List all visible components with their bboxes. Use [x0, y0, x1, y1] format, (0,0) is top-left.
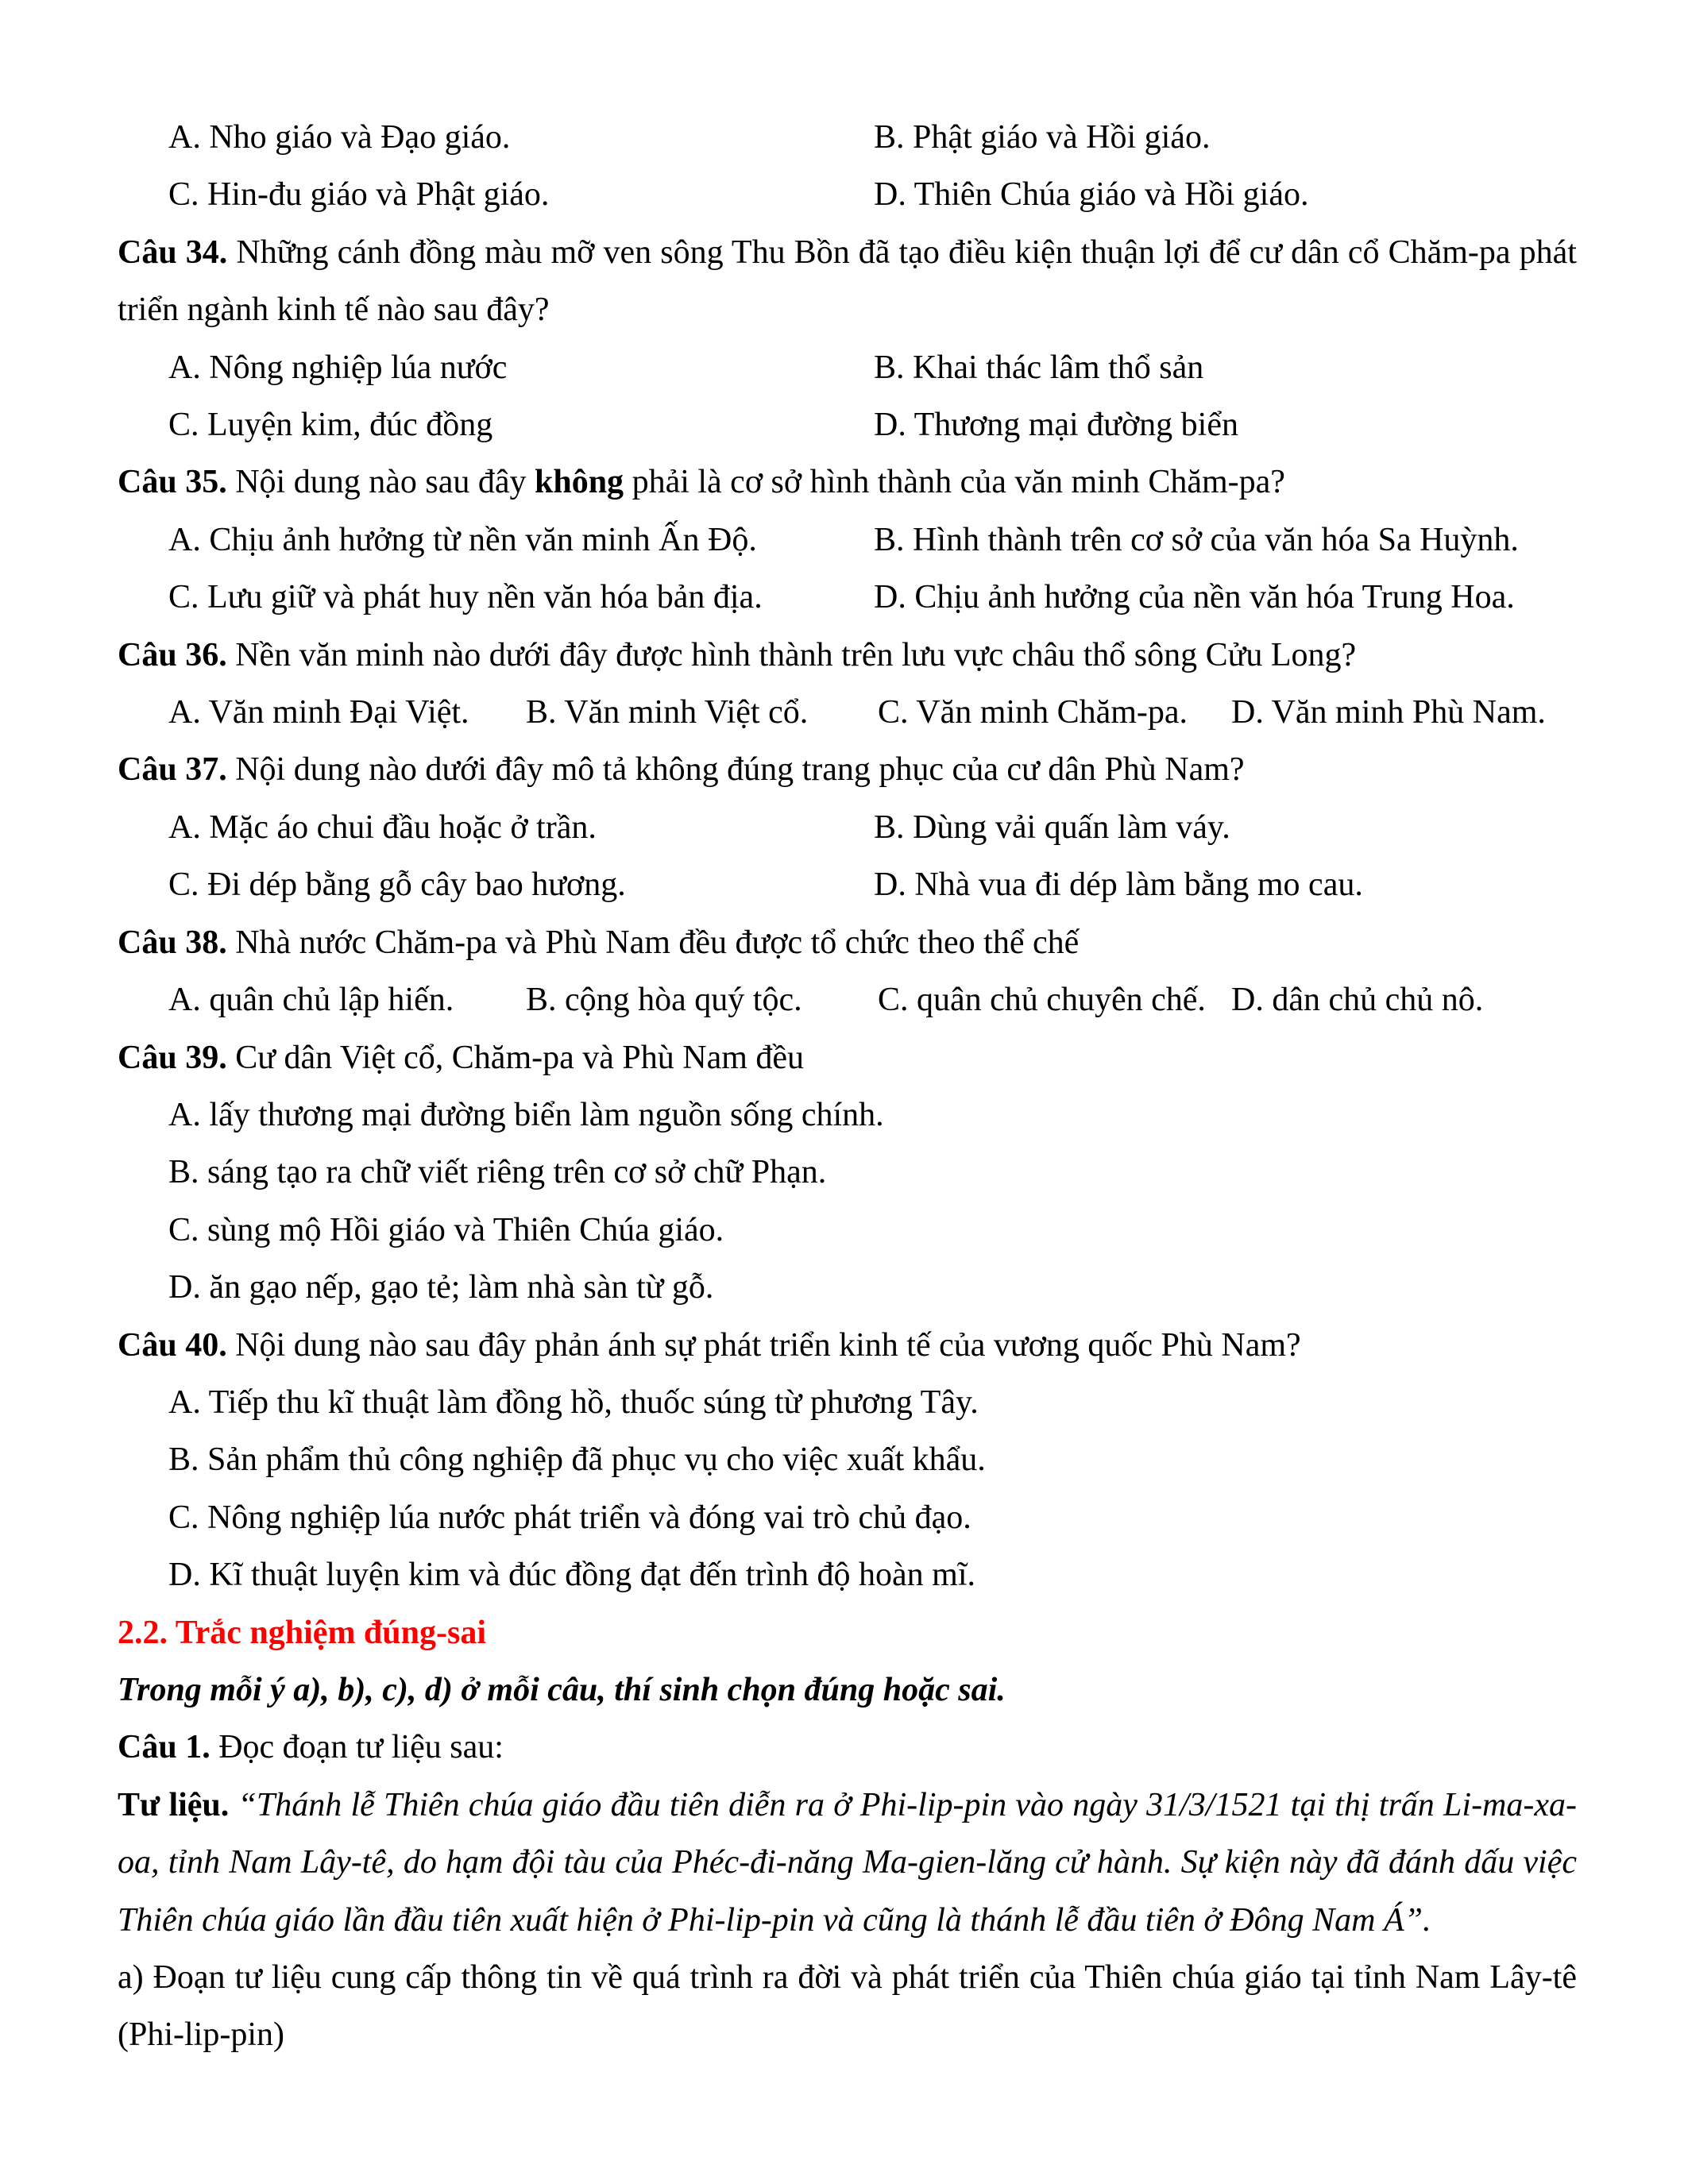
question-36-options-row — [118, 684, 1577, 741]
question-34-option-d: D. Thương mại đường biển — [874, 407, 1238, 444]
question-1 — [118, 1719, 1577, 1776]
question-40-option-a: A. Tiếp thu kĩ thuật làm đồng hồ, thuốc súng từ phương Tây. — [168, 1383, 979, 1421]
question-35-options-row-2 — [118, 569, 1577, 626]
question-37-option-d: D. Nhà vua đi dép làm bằng mo cau. — [874, 866, 1363, 904]
question-39-option-a: A. lấy thương mại đường biển làm nguồn sống chính. — [168, 1096, 884, 1133]
question-36 — [118, 627, 1577, 684]
question-40-option-d: D. Kĩ thuật luyện kim và đúc đồng đạt đến trình độ hoàn mĩ. — [168, 1557, 975, 1594]
question-40-text: Nội dung nào sau đây phản ánh sự phát triển kinh tế của vương quốc Phù Nam? — [226, 1326, 1301, 1364]
question-38 — [118, 914, 1577, 971]
question-40 — [118, 1317, 1577, 1374]
question-37 — [118, 741, 1577, 798]
question-34 — [118, 224, 1577, 339]
prev-question-option-b: B. Phật giáo và Hồi giáo. — [874, 119, 1211, 156]
question-38-option-d: D. dân chủ chủ nô. — [1231, 982, 1484, 1019]
question-36-option-c: C. Văn minh Chăm-pa. — [878, 694, 1188, 731]
question-39-option-c: C. sùng mộ Hồi giáo và Thiên Chúa giáo. — [168, 1211, 724, 1248]
question-40-option-b: B. Sản phẩm thủ công nghiệp đã phục vụ cho việc xuất khẩu. — [168, 1441, 986, 1479]
question-38-options-row — [118, 971, 1577, 1028]
prev-question-options-row-1 — [118, 109, 1577, 166]
question-34-option-b: B. Khai thác lâm thổ sản — [874, 349, 1204, 386]
question-35-text-pre: Nội dung nào sau đây — [226, 464, 535, 501]
question-35-options-row-1 — [118, 511, 1577, 569]
question-39-label: Câu 39. — [118, 1039, 227, 1076]
question-35-option-b: B. Hình thành trên cơ sở của văn hóa Sa Huỳnh. — [874, 521, 1519, 558]
statement-a: a) Đoạn tư liệu cung cấp thông tin về quá trình ra đời và phát triển của Thiên chúa giáo tại tỉnh Nam Lây-tê (Phi-lip-pin) — [118, 1959, 1577, 2054]
prev-question-option-d: D. Thiên Chúa giáo và Hồi giáo. — [874, 176, 1309, 214]
question-36-text: Nền văn minh nào dưới đây được hình thành trên lưu vực châu thổ sông Cửu Long? — [226, 636, 1357, 673]
question-35-option-c: C. Lưu giữ và phát huy nền văn hóa bản địa. — [168, 579, 763, 616]
question-34-option-c: C. Luyện kim, đúc đồng — [168, 407, 493, 444]
question-37-label: Câu 37. — [118, 751, 227, 789]
question-38-label: Câu 38. — [118, 924, 227, 961]
question-35 — [118, 453, 1577, 511]
question-1-text: Đọc đoạn tư liệu sau: — [210, 1729, 504, 1766]
question-37-options-row-1 — [118, 799, 1577, 856]
question-38-option-b: B. cộng hòa quý tộc. — [526, 982, 802, 1019]
question-39-option-d: D. ăn gạo nếp, gạo tẻ; làm nhà sàn từ gỗ. — [168, 1269, 714, 1306]
question-38-text: Nhà nước Chăm-pa và Phù Nam đều được tổ chức theo thể chế — [226, 924, 1080, 961]
question-37-options-row-2 — [118, 856, 1577, 913]
question-38-option-c: C. quân chủ chuyên chế. — [878, 982, 1206, 1019]
source-paragraph — [118, 1777, 1577, 1949]
question-36-label: Câu 36. — [118, 636, 227, 673]
question-39-option-b: B. sáng tạo ra chữ viết riêng trên cơ sở chữ Phạn. — [168, 1154, 827, 1191]
prev-question-options-row-2 — [118, 166, 1577, 223]
question-40-option-c: C. Nông nghiệp lúa nước phát triển và đóng vai trò chủ đạo. — [168, 1499, 971, 1536]
question-34-options-row-2 — [118, 396, 1577, 453]
question-40-label: Câu 40. — [118, 1326, 227, 1364]
question-37-option-b: B. Dùng vải quấn làm váy. — [874, 808, 1230, 846]
question-35-option-d: D. Chịu ảnh hưởng của nền văn hóa Trung Hoa. — [874, 579, 1515, 616]
question-35-label: Câu 35. — [118, 464, 227, 501]
prev-question-option-a: A. Nho giáo và Đạo giáo. — [168, 119, 511, 156]
section-instruction: Trong mỗi ý a), b), c), d) ở mỗi câu, thí sinh chọn đúng hoặc sai. — [118, 1671, 1006, 1708]
question-35-option-a: A. Chịu ảnh hưởng từ nền văn minh Ấn Độ. — [168, 521, 757, 558]
question-37-option-a: A. Mặc áo chui đầu hoặc ở trần. — [168, 808, 597, 846]
question-37-text: Nội dung nào dưới đây mô tả không đúng trang phục của cư dân Phù Nam? — [226, 751, 1245, 789]
question-34-option-a: A. Nông nghiệp lúa nước — [168, 349, 508, 386]
question-38-option-a: A. quân chủ lập hiến. — [168, 982, 454, 1019]
question-34-text: Những cánh đồng màu mỡ ven sông Thu Bồn đã tạo điều kiện thuận lợi để cư dân cổ Chăm-pa phát triển ngành kinh tế nào sau đây? — [118, 233, 1577, 329]
question-1-label: Câu 1. — [118, 1729, 211, 1766]
section-heading: 2.2. Trắc nghiệm đúng-sai — [118, 1614, 487, 1651]
question-39-text: Cư dân Việt cổ, Chăm-pa và Phù Nam đều — [226, 1039, 805, 1076]
source-label: Tư liệu. — [118, 1786, 230, 1823]
question-39 — [118, 1029, 1577, 1086]
source-quote: “Thánh lễ Thiên chúa giáo đầu tiên diễn ra ở Phi-lip-pin vào ngày 31/3/1521 tại thị trấn Li-ma-xa-oa, tỉnh Nam Lây-tê, do hạm đội tàu của Phéc-đi-năng Ma-gien-lăng cử hành. Sự kiện này đã đánh dấu việc Thiên chúa giáo lần đầu tiên xuất hiện ở Phi-lip-pin và cũng là thánh lễ đầu tiên ở Đông Nam Á”. — [118, 1786, 1577, 1939]
question-36-option-a: A. Văn minh Đại Việt. — [168, 694, 469, 731]
question-35-text-post: phải là cơ sở hình thành của văn minh Chăm-pa? — [624, 464, 1285, 501]
prev-question-option-c: C. Hin-đu giáo và Phật giáo. — [168, 176, 550, 214]
question-35-text-bold: không — [534, 464, 624, 501]
question-36-option-b: B. Văn minh Việt cổ. — [526, 694, 809, 731]
question-34-label: Câu 34. — [118, 233, 228, 271]
question-36-option-d: D. Văn minh Phù Nam. — [1231, 694, 1546, 731]
question-37-option-c: C. Đi dép bằng gỗ cây bao hương. — [168, 866, 626, 904]
question-34-options-row-1 — [118, 339, 1577, 396]
